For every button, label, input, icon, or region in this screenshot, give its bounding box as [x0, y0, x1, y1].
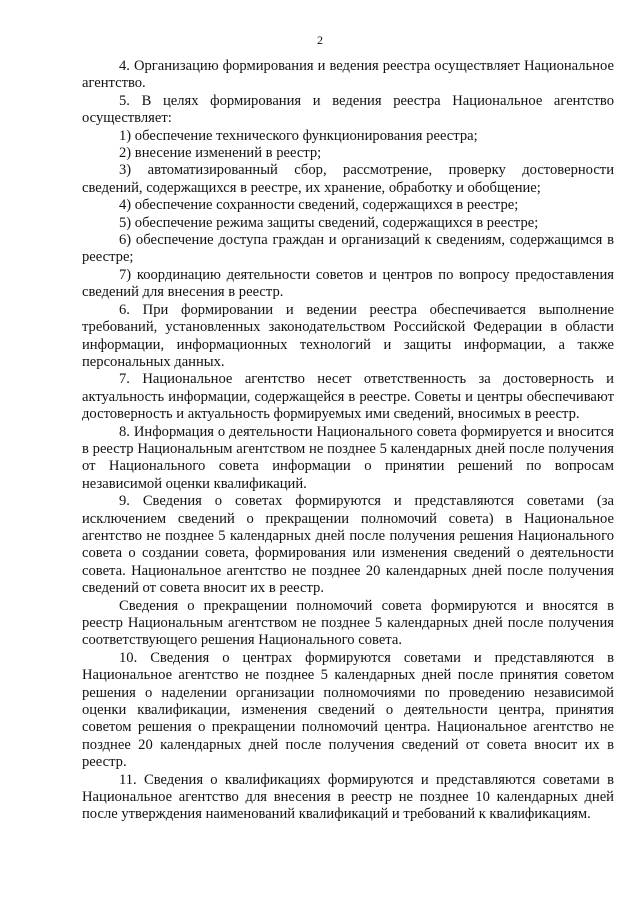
- paragraph-9-continued: Сведения о прекращении полномочий совета формируются и вносятся в реестр Национальным агентством не позднее 5 календарных дней после получения соответствующего решения Национального совета.: [82, 597, 614, 649]
- list-item-5-3: 3) автоматизированный сбор, рассмотрение, проверку достоверности сведений, содержащихся в реестре, их хранение, обработку и обобщение;: [82, 162, 614, 196]
- paragraph-6: 6. При формировании и ведении реестра обеспечивается выполнение требований, установленных законодательством Российской Федерации в области информации, информационных технологий и защиты информации, а также персональных данных.: [82, 301, 614, 370]
- document-body: [82, 58, 614, 824]
- list-item-5-2: 2) внесение изменений в реестр;: [119, 145, 322, 162]
- paragraph-10: 10. Сведения о центрах формируются советами и представляются в Национальное агентство не позднее 5 календарных дней после принятия советом решения о наделении организации полномочиями по проведению независимой оценки квалификации, изменения сведений о деятельности центра, принятия советом решения о прекращении полномочий центра. Национальное агентство не позднее 20 календарных дней после получения сведений от совета вносит их в реестр.: [82, 649, 614, 771]
- list-item-5-5: 5) обеспечение режима защиты сведений, содержащихся в реестре;: [119, 214, 539, 231]
- paragraph-5: 5. В целях формирования и ведения реестра Национальное агентство осуществляет:: [82, 92, 614, 127]
- list-item-5-7: 7) координацию деятельности советов и центров по вопросу предоставления сведений для внесения в реестр.: [82, 266, 614, 301]
- paragraph-4: 4. Организацию формирования и ведения реестра осуществляет Национальное агентство.: [82, 58, 614, 92]
- list-item-5-1: 1) обеспечение технического функционирования реестра;: [119, 127, 478, 144]
- paragraph-8: 8. Информация о деятельности Национального совета формируется и вносится в реестр Национальным агентством не позднее 5 календарных дней после получения от Национального совета информации о принятии решений по вопросам независимой оценки квалификаций.: [82, 423, 614, 492]
- paragraph-7: 7. Национальное агентство несет ответственность за достоверность и актуальность информации, содержащейся в реестре. Советы и центры обеспечивают достоверность и актуальность формируемых ими сведений, вносимых в реестр.: [82, 371, 614, 423]
- list-item-5-4: 4) обеспечение сохранности сведений, содержащихся в реестре;: [119, 197, 519, 214]
- page-number: 2: [317, 33, 323, 47]
- list-item-5-6: 6) обеспечение доступа граждан и организаций к сведениям, содержащимся в реестре;: [82, 232, 614, 266]
- paragraph-9: 9. Сведения о советах формируются и представляются советами (за исключением сведений о прекращении полномочий совета) в Национальное агентство не позднее 5 календарных дней после получения решения Национального совета о создании совета, формирования или изменения сведений о деятельности совета. Национальное агентство не позднее 20 календарных дней после получения сведений от совета вносит их в реестр.: [82, 493, 614, 597]
- paragraph-11: 11. Сведения о квалификациях формируются и представляются советами в Национальное агентство для внесения в реестр не позднее 10 календарных дней после утверждения наименований квалификаций и требований к квалификациям.: [82, 771, 614, 823]
